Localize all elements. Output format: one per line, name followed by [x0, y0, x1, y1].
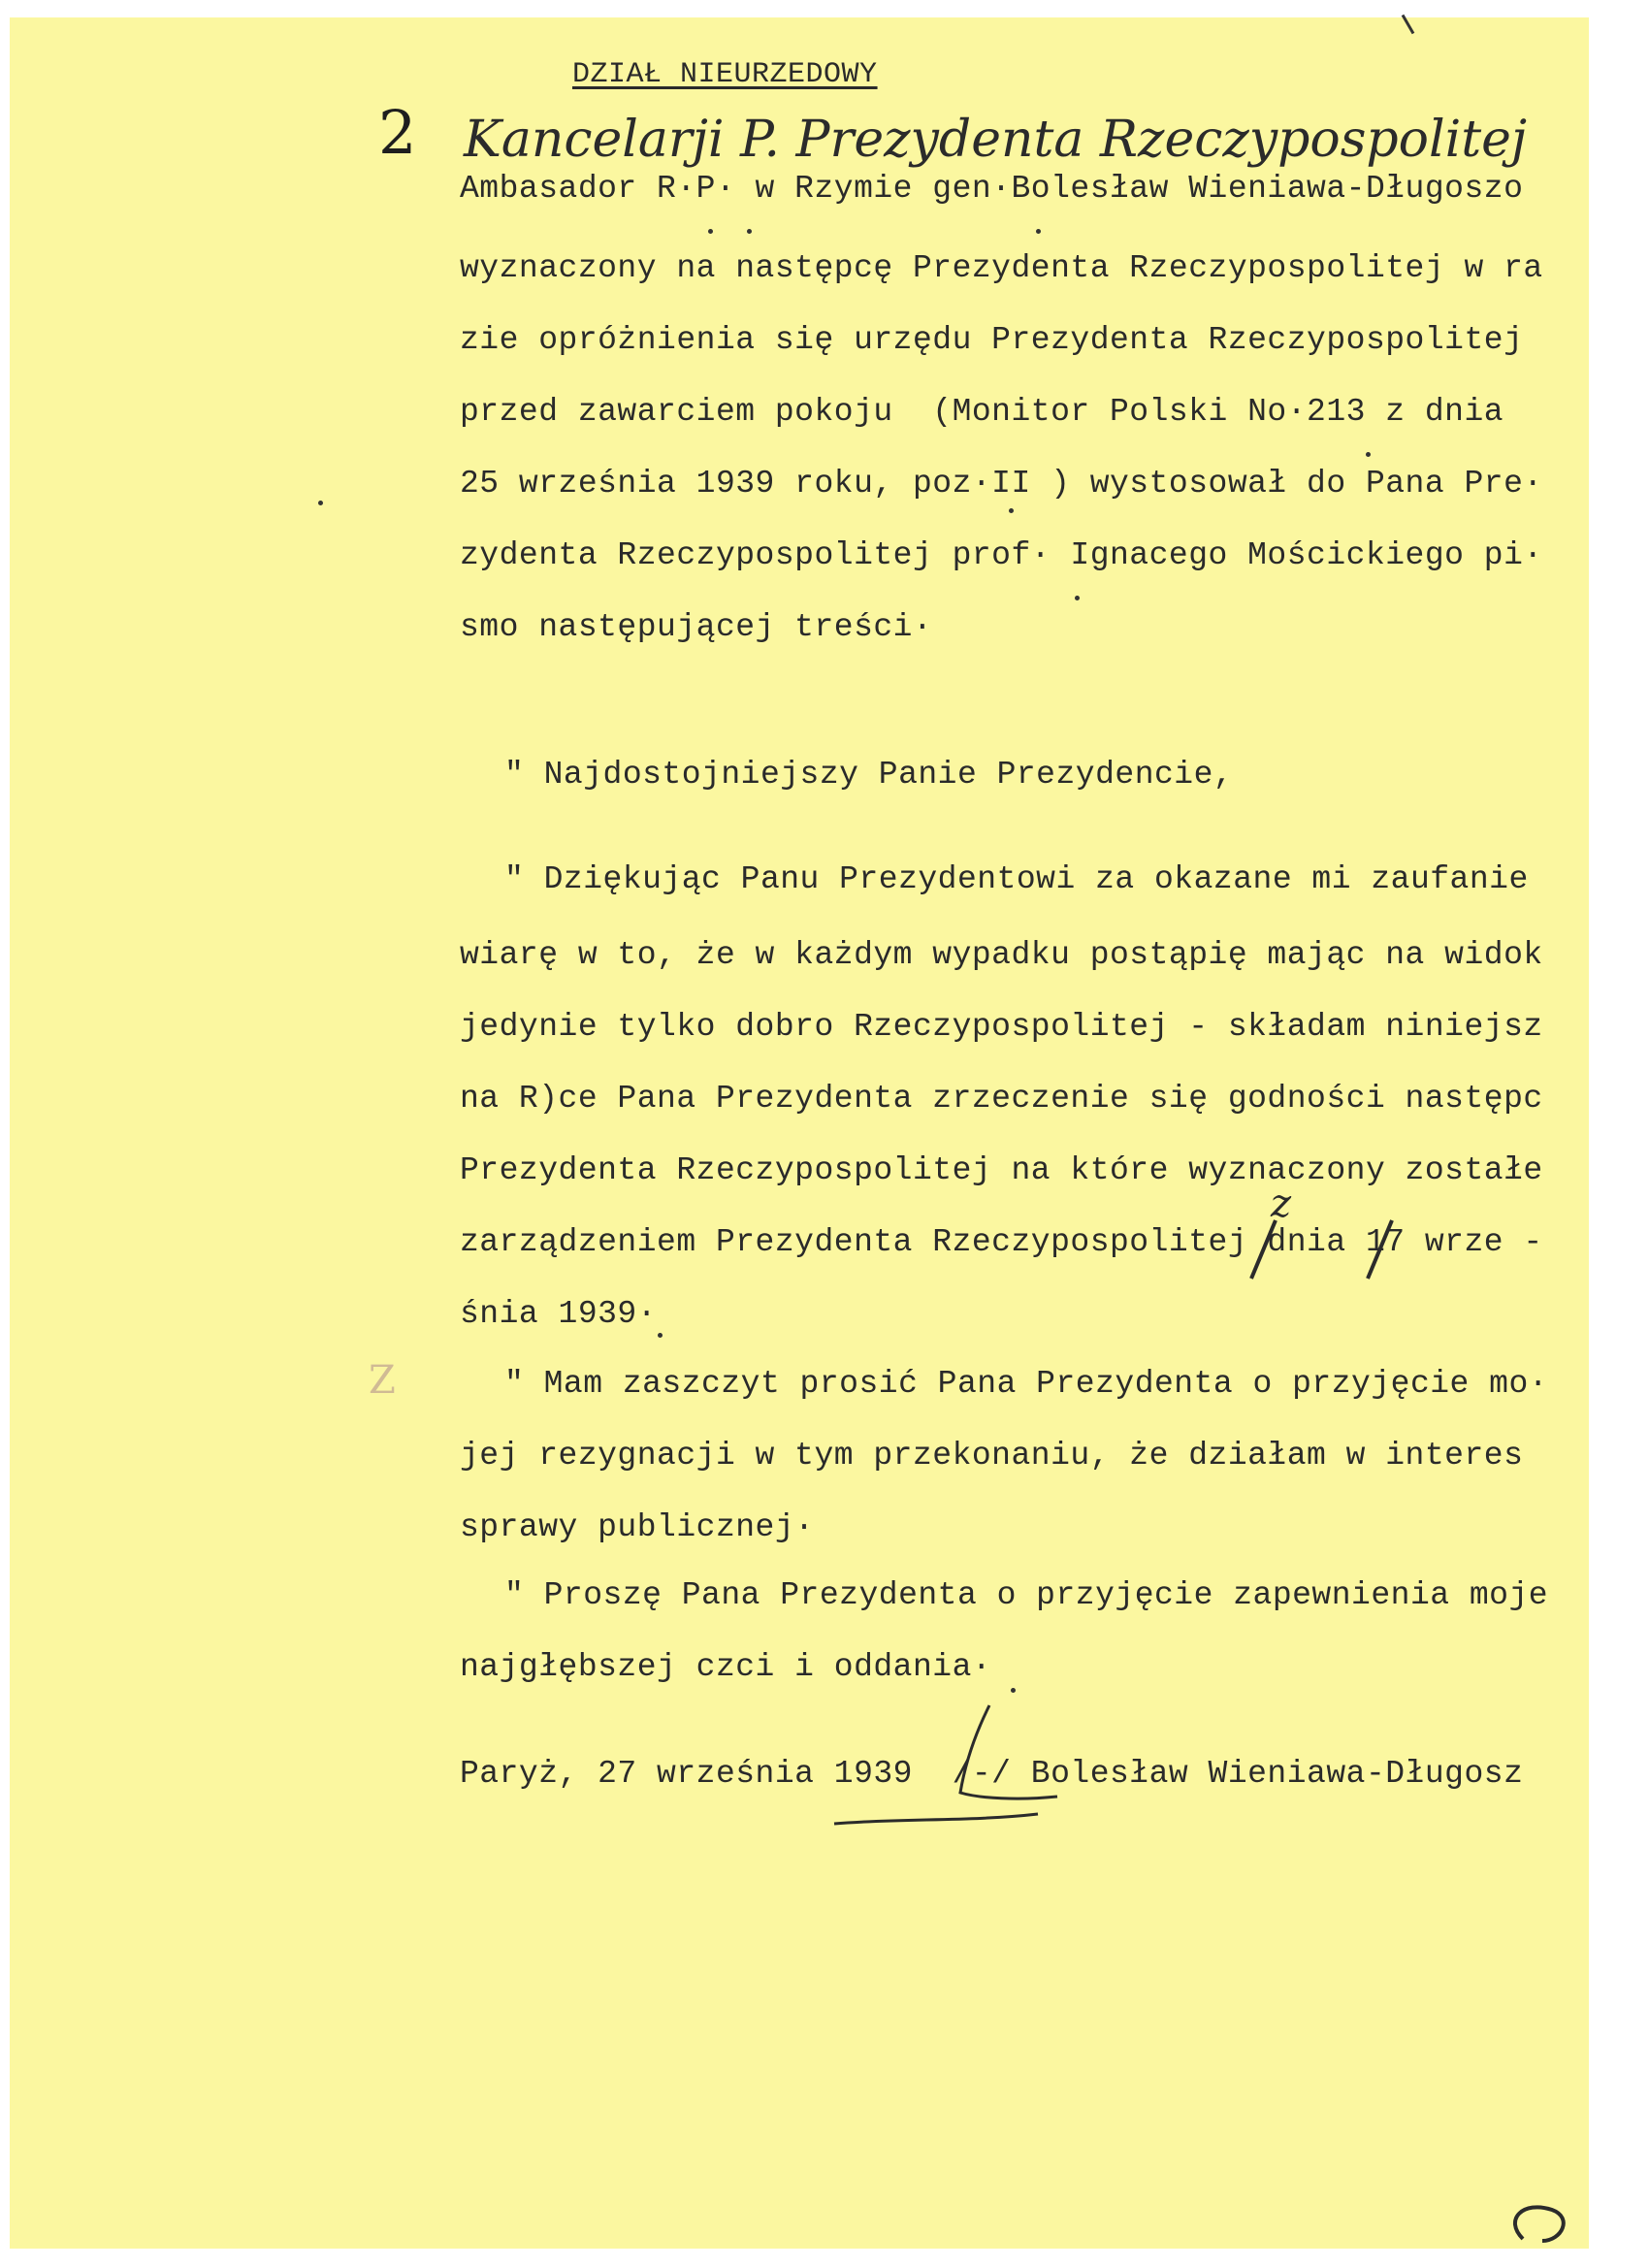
body-line: " Mam zaszczyt prosić Pana Prezydenta o przyjęcie mo·: [504, 1366, 1549, 1402]
corner-scribble: [1515, 2207, 1564, 2241]
body-line: zydenta Rzeczypospolitej prof· Ignacego Mościckiego pi·: [460, 537, 1543, 573]
correction-slash-2: [1368, 1220, 1392, 1279]
signature-flourish: [960, 1705, 1057, 1798]
handwritten-number: 2: [378, 97, 417, 168]
body-line: jedynie tylko dobro Rzeczypospolitej - składam niniejsz: [460, 1009, 1543, 1045]
pencil-marks: [10, 17, 1589, 2249]
body-line: wyznaczony na następcę Prezydenta Rzeczypospolitej w ra: [460, 250, 1543, 286]
body-line: Prezydenta Rzeczypospolitej na które wyznaczony zostałe: [460, 1152, 1543, 1188]
body-line: Ambasador R·P· w Rzymie gen·Bolesław Wieniawa-Długoszo: [460, 171, 1524, 207]
body-line: wiarę w to, że w każdym wypadku postąpię mając na widok: [460, 937, 1543, 973]
body-line: najgłębszej czci i oddania·: [460, 1649, 992, 1685]
body-line: sprawy publicznej·: [460, 1509, 815, 1545]
body-line: śnia 1939·: [460, 1296, 658, 1332]
body-line: " Najdostojniejszy Panie Prezydencie,: [504, 757, 1234, 793]
body-line: " Dziękując Panu Prezydentowi za okazane mi zaufanie: [504, 861, 1529, 897]
margin-mark: Z: [369, 1358, 396, 1403]
body-line: 25 września 1939 roku, poz·II ) wystosował do Pana Pre·: [460, 466, 1543, 502]
body-line: zie opróżnienia się urzędu Prezydenta Rzeczypospolitej: [460, 322, 1524, 358]
correction-mark: z: [1271, 1182, 1292, 1226]
document-page: [10, 17, 1589, 2249]
body-line: " Proszę Pana Prezydenta o przyjęcie zapewnienia moje: [504, 1577, 1549, 1613]
body-line: na R)ce Pana Prezydenta zrzeczenie się godności następc: [460, 1081, 1543, 1117]
handwritten-header: Kancelarji P. Prezydenta Rzeczypospolitej: [464, 111, 1528, 169]
correction-slash-1: [1251, 1220, 1276, 1279]
body-line: zarządzeniem Prezydenta Rzeczypospolitej dnia 17 wrze -: [460, 1224, 1543, 1260]
body-line: przed zawarciem pokoju (Monitor Polski No·213 z dnia: [460, 394, 1504, 430]
body-line: jej rezygnacji w tym przekonaniu, że działam w interes: [460, 1438, 1524, 1474]
section-header: DZIAŁ NIEURZEDOWY: [572, 58, 878, 91]
body-line: smo następującej treści·: [460, 609, 933, 645]
body-line: Paryż, 27 września 1939 /-/ Bolesław Wieniawa-Długosz: [460, 1756, 1524, 1792]
signature-underline: [834, 1814, 1038, 1824]
